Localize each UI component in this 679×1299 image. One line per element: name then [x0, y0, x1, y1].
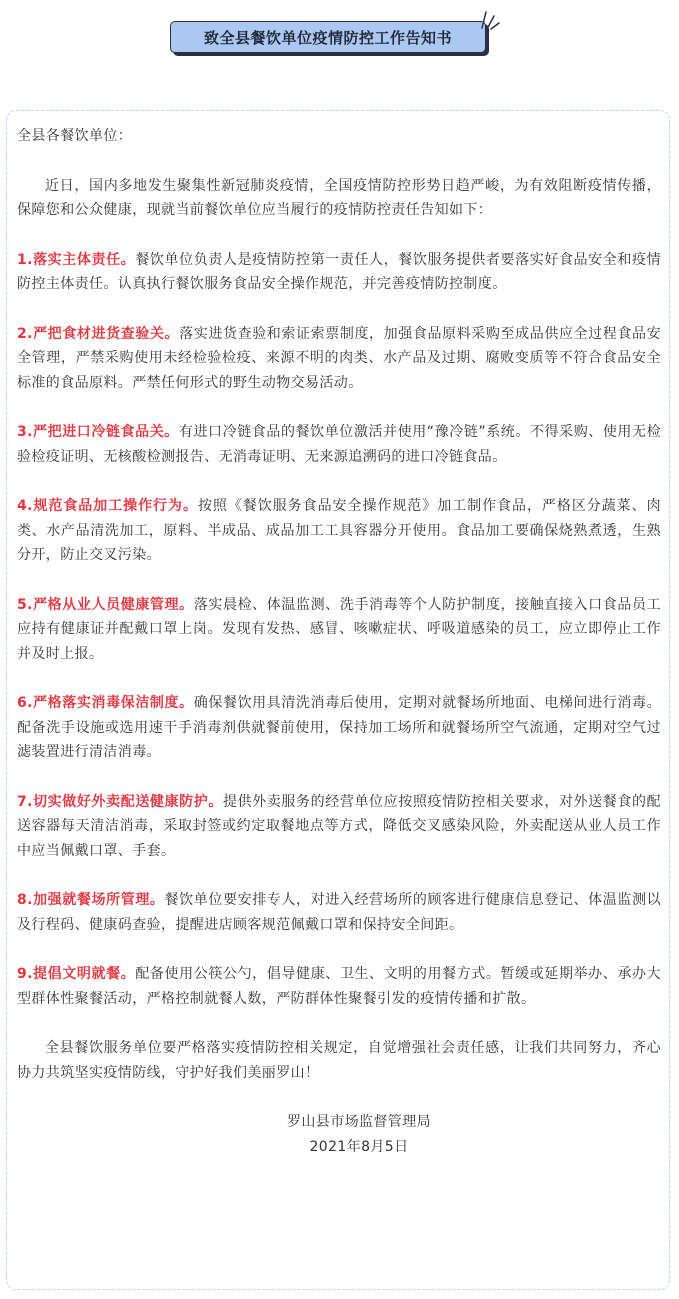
closing-paragraph: 全县餐饮服务单位要严格落实疫情防控相关规定，自觉增强社会责任感，让我们共同努力，齐心协力共筑坚实疫情防线，守护好我们美丽罗山！	[17, 1040, 661, 1081]
item-7	[17, 790, 661, 864]
intro-paragraph: 近日，国内多地发生聚集性新冠肺炎疫情，全国疫情防控形势日趋严峻，为有效阻断疫情传播，保障您和公众健康，现就当前餐饮单位应当履行的疫情防控责任告知如下：	[17, 177, 661, 218]
signature-org: 罗山县市场监督管理局	[287, 1114, 431, 1130]
item-9	[17, 962, 661, 1011]
item-heading: 4.规范食品加工操作行为。	[17, 498, 198, 514]
item-body: 餐饮单位要安排专人，对进入经营场所的顾客进行健康信息登记、体温监测以及行程码、健康码查验，提醒进店顾客规范佩戴口罩和保持安全间距。	[17, 892, 661, 933]
item-2	[17, 322, 661, 396]
item-heading: 9.提倡文明就餐。	[17, 966, 136, 982]
item-body: 落实进货查验和索证索票制度，加强食品原料采购至成品供应全过程食品安全管理，严禁采购使用未经检验检疫、来源不明的肉类、水产品及过期、腐败变质等不符合食品安全标准的食品原料。严禁任何形式的野生动物交易活动。	[17, 325, 662, 391]
salutation: 全县各餐饮单位：	[17, 128, 133, 144]
item-body: 按照《餐饮服务食品安全操作规范》加工制作食品，严格区分蔬菜、肉类、水产品清洗加工，原料、半成品、成品加工工具容器分开使用。食品加工要确保烧熟煮透，生熟分开，防止交叉污染。	[17, 498, 661, 563]
item-body: 确保餐饮用具清洗消毒后使用，定期对就餐场所地面、电梯间进行消毒。配备洗手设施或选用速干手消毒剂供就餐前使用，保持加工场所和就餐场所空气流通，定期对空气过滤装置进行清洁消毒。	[17, 695, 661, 760]
item-6	[17, 691, 661, 765]
item-3	[17, 420, 661, 469]
item-heading: 6.严格落实消毒保洁制度。	[17, 695, 194, 711]
notice-content	[17, 124, 661, 1159]
item-heading: 1.落实主体责任。	[17, 251, 136, 268]
item-heading: 5.严格从业人员健康管理。	[17, 596, 194, 613]
item-heading: 2.严把食材进货查验关。	[17, 325, 180, 342]
item-body: 餐饮单位负责人是疫情防控第一责任人，餐饮服务提供者要落实好食品安全和疫情防控主体责任。认真执行餐饮服务食品安全操作规范，并完善疫情防控制度。	[17, 251, 661, 292]
item-1	[17, 248, 661, 297]
item-heading: 8.加强就餐场所管理。	[17, 892, 165, 908]
item-4	[17, 494, 661, 568]
item-body: 有进口冷链食品的餐饮单位激活并使用“豫冷链”系统。不得采购、使用无检验检疫证明、无核酸检测报告、无消毒证明、无来源追溯码的进口冷链食品。	[17, 424, 662, 465]
item-body: 提供外卖服务的经营单位应按照疫情防控相关要求，对外送餐食的配送容器每天清洁消毒，采取封签或约定取餐地点等方式，降低交叉感染风险，外卖配送从业人员工作中应当佩戴口罩、手套。	[17, 793, 661, 859]
item-heading: 7.切实做好外卖配送健康防护。	[17, 793, 223, 810]
item-8	[17, 888, 661, 937]
item-body: 配备使用公筷公勺，倡导健康、卫生、文明的用餐方式。暂缓或延期举办、承办大型群体性聚餐活动，严格控制就餐人数，严防群体性聚餐引发的疫情传播和扩散。	[17, 966, 661, 1007]
signature-date: 2021年8月5日	[309, 1138, 409, 1155]
item-heading: 3.严把进口冷链食品关。	[17, 424, 179, 440]
item-5	[17, 593, 661, 667]
item-body: 落实晨检、体温监测、洗手消毒等个人防护制度，接触直接入口食品员工应持有健康证并配戴口罩上岗。发现有发热、感冒、咳嗽症状、呼吸道感染的员工，应立即停止工作并及时上报。	[17, 596, 661, 662]
page-title: 致全县餐饮单位疫情防控工作告知书	[170, 21, 486, 53]
title-banner	[170, 21, 486, 55]
sparkle-icon	[478, 8, 500, 30]
